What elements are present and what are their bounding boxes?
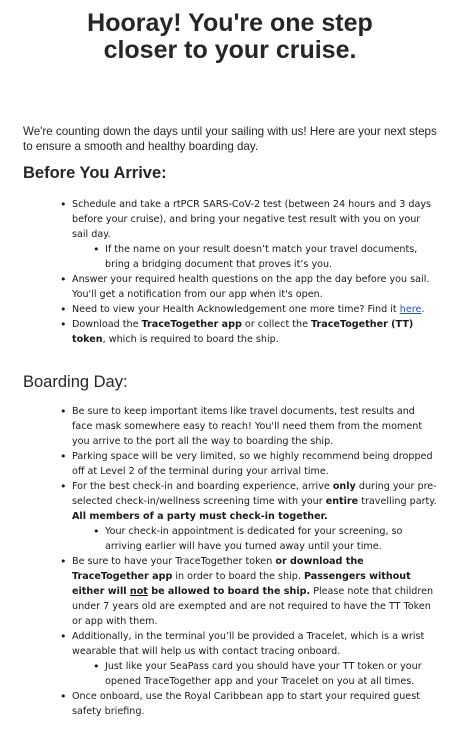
sub-item-text: If the name on your result doesn’t match your travel documents, bring a bridging document that proves it’s you. <box>105 244 418 270</box>
not-allowed-emphasis: be allowed to board the ship. <box>147 586 311 597</box>
list-item-check-in <box>72 479 437 554</box>
text-segment: or collect the <box>241 319 312 330</box>
text-segment: Please note that children under 7 years old are exempted and are not required to have the TT Token or app with them. <box>72 586 434 627</box>
passengers-warning-emphasis: Passengers without either will <box>72 571 411 597</box>
list-item-health-questions <box>72 272 437 302</box>
sub-item-appointment <box>105 524 437 554</box>
text-segment: Be sure to have your TraceTogether token <box>72 556 276 567</box>
intro-paragraph: We're counting down the days until your sailing with us! Here are your next steps to ensure a smooth and healthy boarding day. <box>23 125 437 153</box>
sub-list <box>105 524 437 554</box>
list-item-tracetogether-token <box>72 554 437 629</box>
text-segment: Download the <box>72 319 142 330</box>
list-item-tracetogether <box>72 317 437 347</box>
sub-item-text: Just like your SeaPass card you should have your TT token or your opened TraceTogether app and your Tracelet on you at all times. <box>105 661 422 687</box>
download-app-emphasis: or download the TraceTogether app <box>72 556 364 582</box>
tracetogether-app-emphasis: TraceTogether app <box>141 319 242 330</box>
boarding-day-heading: Boarding Day: <box>23 373 128 391</box>
list-item-text: Answer your required health questions on the app the day before you sail. You'll get a notification from our app when it's open. <box>72 274 430 300</box>
sub-item-bridging-document <box>105 242 437 272</box>
sub-list <box>105 659 437 689</box>
sub-item-seapass <box>105 659 437 689</box>
before-you-arrive-list <box>72 197 437 347</box>
text-segment: travelling party. <box>358 496 437 507</box>
list-item-important-items <box>72 404 437 449</box>
list-item-parking <box>72 449 437 479</box>
list-item-text: Need to view your Health Acknowledgement one more time? Find it <box>72 304 400 315</box>
text-segment: , which is required to board the ship. <box>102 334 279 345</box>
not-emphasis: not <box>129 586 148 597</box>
tracetogether-token-emphasis: TraceTogether (TT) token <box>72 319 414 345</box>
list-item-tracelet <box>72 629 437 689</box>
page-headline: Hooray! You're one step closer to your cruise. <box>87 9 373 64</box>
list-item-health-acknowledgement <box>72 302 437 317</box>
party-check-in-note: All members of a party must check-in together. <box>72 511 328 522</box>
list-item-text: Be sure to keep important items like travel documents, test results and face mask somewhere easy to reach! You'll need them from the moment you arrive to the port all the way to boarding the ship. <box>72 406 423 447</box>
sub-list <box>105 242 437 272</box>
health-acknowledgement-link[interactable]: here <box>399 304 422 315</box>
list-item-safety-briefing <box>72 689 437 719</box>
text-segment: in order to board the ship. <box>172 571 304 582</box>
before-you-arrive-heading: Before You Arrive: <box>23 164 167 182</box>
text-segment: during your pre-selected check-in/wellness screening time with your <box>72 481 437 507</box>
boarding-day-list <box>72 404 437 719</box>
list-item-pcr-test <box>72 197 437 272</box>
list-item-text: Additionally, in the terminal you’ll be provided a Tracelet, which is a wrist wearable that will help us with contact tracing onboard. <box>72 631 425 657</box>
text-segment: For the best check-in and boarding experience, arrive <box>72 481 333 492</box>
list-item-text: Parking space will be very limited, so we highly recommend being dropped off at Level 2 of the terminal during your arrival time. <box>72 451 433 477</box>
sub-item-text: Your check-in appointment is dedicated for your screening, so arriving earlier will have you turned away until your time. <box>105 526 403 552</box>
list-item-text: Once onboard, use the Royal Caribbean app to start your required guest safety briefing. <box>72 691 420 717</box>
list-item-text-end: . <box>421 304 425 315</box>
list-item-text: Schedule and take a rtPCR SARS-CoV-2 test (between 24 hours and 3 days before your cruise), and bring your negative test result with you on your sail day. <box>72 199 432 240</box>
only-emphasis: only <box>332 481 356 492</box>
entire-emphasis: entire <box>325 496 359 507</box>
